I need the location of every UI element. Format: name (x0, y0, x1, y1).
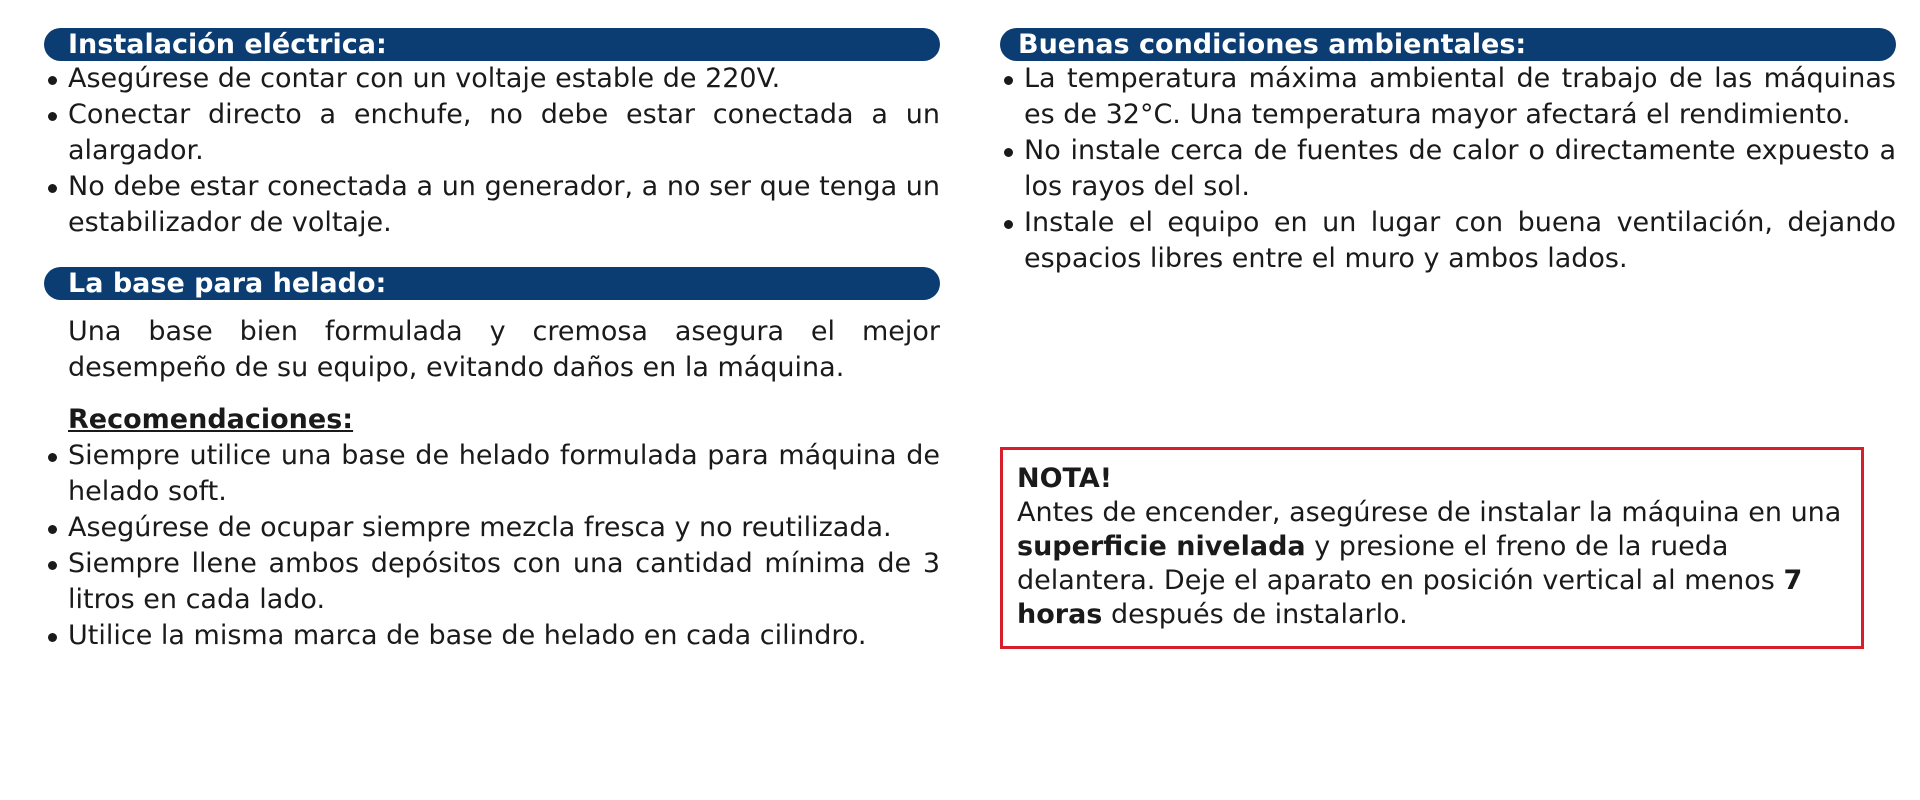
list-item: Siempre llene ambos depósitos con una cantidad mínima de 3 litros en cada lado. (44, 546, 940, 618)
list-item: No instale cerca de fuentes de calor o directamente expuesto a los rayos del sol. (1000, 133, 1896, 205)
list-item: Conectar directo a enchufe, no debe estar conectada a un alargador. (44, 97, 940, 169)
ambient-conditions-list (1000, 61, 1896, 277)
note-emphasis-hours: 7 horas (1017, 565, 1803, 630)
list-item: Siempre utilice una base de helado formulada para máquina de helado soft. (44, 438, 940, 510)
note-text (1017, 496, 1847, 632)
note-box (1000, 447, 1864, 649)
recommendations-heading: Recomendaciones: (68, 404, 354, 435)
list-item: Instale el equipo en un lugar con buena ventilación, dejando espacios libres entre el muro y ambos lados. (1000, 205, 1896, 277)
list-item: Asegúrese de ocupar siempre mezcla fresca y no reutilizada. (44, 510, 940, 546)
left-column (44, 28, 940, 654)
ambient-conditions-section-header: Buenas condiciones ambientales: (1000, 28, 1896, 61)
list-item: Asegúrese de contar con un voltaje estable de 220V. (44, 61, 940, 97)
note-text-part: y presione el freno de la rueda delantera. Deje el aparato en posición vertical al menos (1017, 531, 1784, 596)
electrical-list (44, 61, 940, 241)
note-text-part: Antes de encender, asegúrese de instalar la máquina en una (1017, 497, 1842, 528)
list-item: No debe estar conectada a un generador, a no ser que tenga un estabilizador de voltaje. (44, 169, 940, 241)
right-column (1000, 28, 1896, 277)
ice-cream-base-paragraph: Una base bien formulada y cremosa asegura el mejor desempeño de su equipo, evitando daños en la máquina. (68, 316, 940, 383)
note-emphasis-level-surface: superficie nivelada (1017, 531, 1306, 562)
list-item: Utilice la misma marca de base de helado en cada cilindro. (44, 618, 940, 654)
electrical-section-header: Instalación eléctrica: (44, 28, 940, 61)
note-title: NOTA! (1017, 463, 1113, 494)
note-text-part: después de instalarlo. (1102, 599, 1408, 630)
recommendations-list (44, 438, 940, 654)
list-item: La temperatura máxima ambiental de trabajo de las máquinas es de 32°C. Una temperatura mayor afectará el rendimiento. (1000, 61, 1896, 133)
ice-cream-base-section-header: La base para helado: (44, 267, 940, 300)
